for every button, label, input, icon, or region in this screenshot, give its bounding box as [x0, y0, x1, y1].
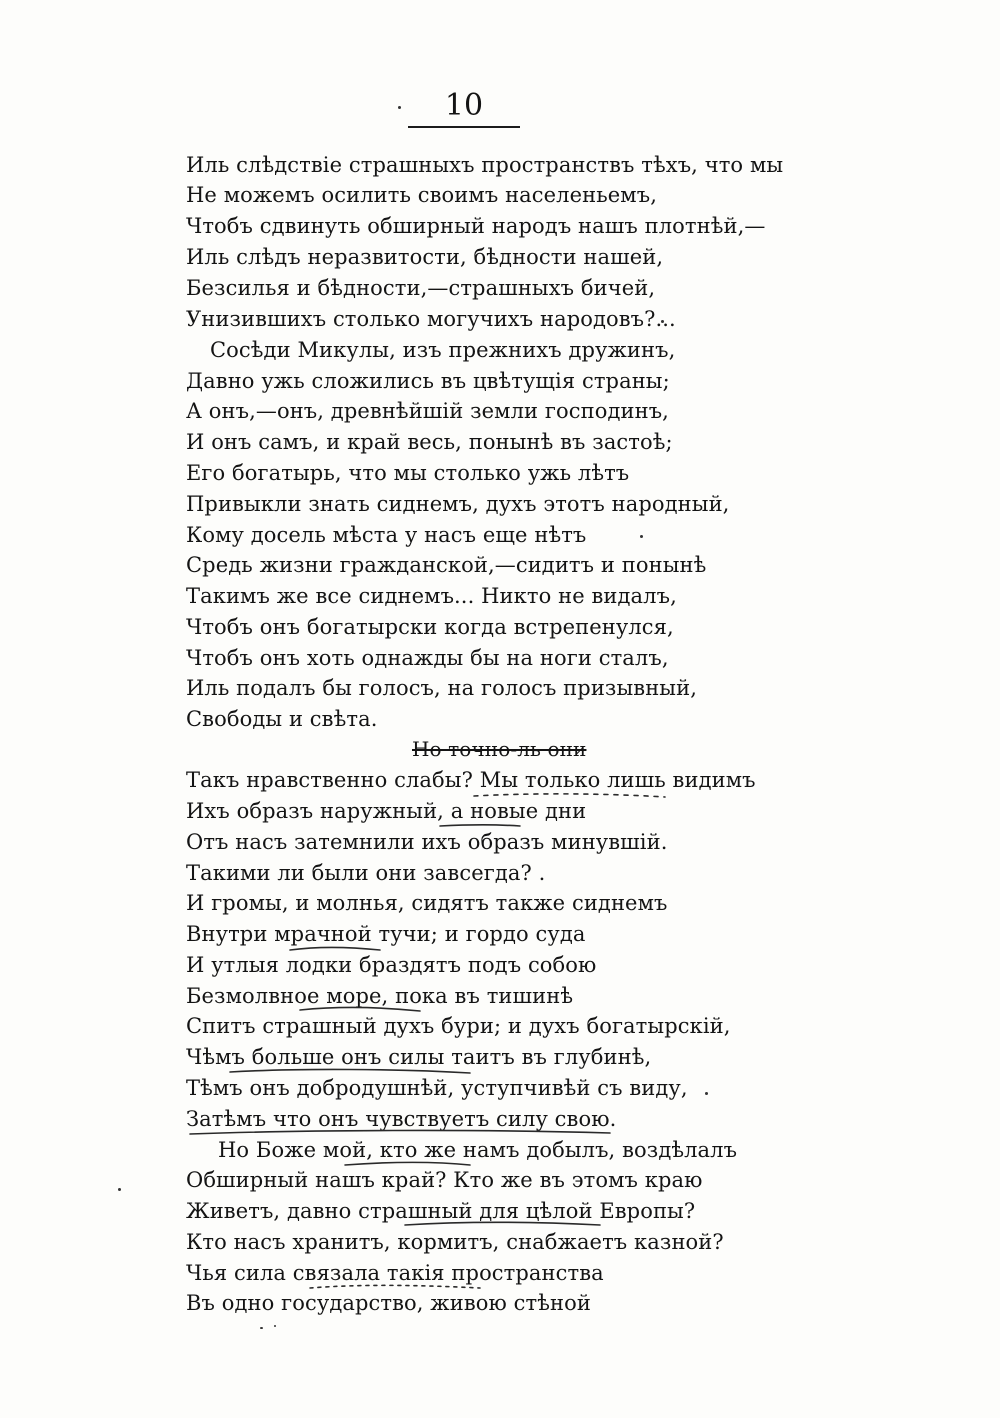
verse-line-17: Чтобъ онъ хоть однажды бы на ноги сталъ,	[186, 646, 669, 670]
verse-line-29: Спитъ страшный духъ бури; и духъ богатырскій,	[186, 1014, 731, 1038]
pencil-underline	[405, 1222, 600, 1225]
verse-line-12: Привыкли знать сиднемъ, духъ этотъ народный,	[186, 492, 730, 516]
verse-line-37: Чья сила связала такія пространства	[186, 1261, 604, 1285]
pencil-underline	[290, 947, 380, 950]
verse-line-21: Такъ нравственно слабы? Мы только лишь видимъ	[186, 768, 756, 792]
page-number: 10	[444, 88, 484, 123]
verse-line-36: Кто насъ хранитъ, кормитъ, снабжаетъ казной?	[186, 1230, 724, 1254]
verse-line-1: Иль слѣдствіе страшныхъ пространствъ тѣхъ, что мы	[186, 153, 784, 177]
verse-line-35: Живетъ, давно страшный для цѣлой Европы?	[186, 1199, 696, 1223]
verse-line-19: Свободы и свѣта.	[186, 707, 378, 731]
verse-line-22: Ихъ образъ наружный, а новые дни	[186, 799, 587, 823]
verse-line-16: Чтобъ онъ богатырски когда встрепенулся,	[186, 615, 674, 639]
pencil-underline	[300, 1007, 420, 1011]
verse-line-3: Чтобъ сдвинуть обширный народъ нашъ плотнѣй,—	[186, 214, 766, 238]
pencil-underline	[440, 825, 520, 826]
verse-line-38: Въ одно государство, живою стѣной	[186, 1291, 591, 1315]
verse-line-10: И онъ самъ, и край весь, понынѣ въ застоѣ;	[186, 430, 673, 454]
verse-line-27: И утлыя лодки браздятъ подъ собою	[186, 953, 597, 977]
pencil-underline	[230, 1069, 470, 1073]
verse-line-9: А онъ,—онъ, древнѣйшій земли господинъ,	[186, 399, 669, 423]
verse-line-32: Затѣмъ что онъ чувствуетъ силу свою.	[186, 1107, 617, 1131]
verse-line-15: Такимъ же все сиднемъ... Никто не видалъ,	[186, 584, 677, 608]
pencil-underline	[190, 1130, 610, 1134]
verse-line-14: Средь жизни гражданской,—сидитъ и понынѣ	[186, 553, 707, 577]
struck-verse-line: Но точно-ль они	[412, 737, 587, 761]
verse-line-25: И громы, и молнья, сидятъ также сиднемъ	[186, 891, 668, 915]
verse-line-23: Отъ насъ затемнили ихъ образъ минувшій.	[186, 830, 668, 854]
verse-line-31: Тѣмъ онъ добродушнѣй, уступчивѣй съ виду,	[186, 1076, 688, 1100]
pencil-underline	[474, 794, 665, 797]
verse-line-18: Иль подалъ бы голосъ, на голосъ призывный,	[186, 676, 697, 700]
verse-line-8: Давно ужь сложились въ цвѣтущія страны;	[186, 369, 670, 393]
verse-line-34: Обширный нашъ край? Кто же въ этомъ краю	[186, 1168, 703, 1192]
verse-line-13: Кому досель мѣста у насъ еще нѣтъ	[186, 523, 587, 547]
pencil-underline	[310, 1285, 480, 1288]
verse-line-7: Сосѣди Микулы, изъ прежнихъ дружинъ,	[210, 338, 676, 362]
verse-line-4: Иль слѣдъ неразвитости, бѣдности нашей,	[186, 245, 664, 269]
verse-line-26: Внутри мрачной тучи; и гордо суда	[186, 922, 586, 946]
verse-line-33: Но Боже мой, кто же намъ добылъ, воздѣлалъ	[218, 1138, 738, 1162]
verse-line-30: Чѣмъ больше онъ силы таитъ въ глубинѣ,	[186, 1045, 652, 1069]
verse-line-28: Безмолвное море, пока въ тишинѣ	[186, 984, 574, 1008]
verse-line-2: Не можемъ осилить своимъ населеньемъ,	[186, 183, 657, 207]
verse-line-11: Его богатырь, что мы столько ужь лѣтъ	[186, 461, 630, 485]
pencil-underline	[345, 1162, 470, 1165]
verse-line-6: Унизившихъ столько могучихъ народовъ?...	[186, 307, 676, 331]
verse-line-24: Такими ли были они завсегда? .	[186, 861, 546, 885]
verse-line-5: Безсилья и бѣдности,—страшныхъ бичей,	[186, 276, 656, 300]
